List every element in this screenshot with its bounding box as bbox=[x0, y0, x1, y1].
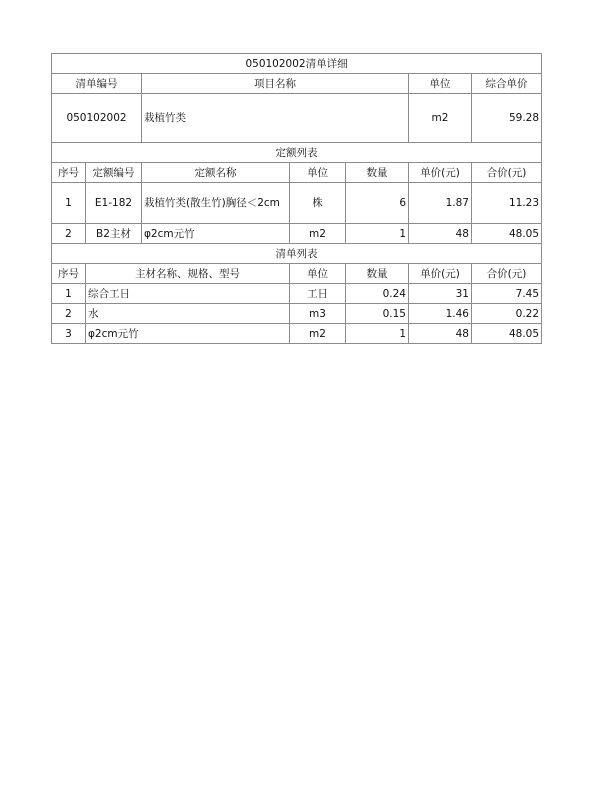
material-unit: 工日 bbox=[290, 284, 346, 304]
quota-name: 栽植竹类(散生竹)胸径＜2cm bbox=[142, 183, 290, 224]
materials-col-price: 单价(元) bbox=[409, 264, 472, 284]
quota-unit: m2 bbox=[290, 224, 346, 244]
quota-no: 2 bbox=[52, 224, 86, 244]
material-no: 2 bbox=[52, 304, 86, 324]
quota-qty: 6 bbox=[346, 183, 409, 224]
material-total: 7.45 bbox=[472, 284, 542, 304]
title-row bbox=[52, 54, 542, 74]
quota-name: φ2cm元竹 bbox=[142, 224, 290, 244]
materials-col-name: 主材名称、规格、型号 bbox=[86, 264, 290, 284]
item-unit: m2 bbox=[409, 94, 472, 143]
material-name: φ2cm元竹 bbox=[86, 324, 290, 344]
name-header: 项目名称 bbox=[142, 74, 409, 94]
quota-price: 48 bbox=[409, 224, 472, 244]
item-header-row bbox=[52, 74, 542, 94]
material-total: 48.05 bbox=[472, 324, 542, 344]
bill-detail-table bbox=[51, 53, 542, 344]
quota-section-row bbox=[52, 143, 542, 163]
quota-code: E1-182 bbox=[86, 183, 142, 224]
material-total: 0.22 bbox=[472, 304, 542, 324]
code-header: 清单编号 bbox=[52, 74, 142, 94]
material-qty: 1 bbox=[346, 324, 409, 344]
quota-total: 48.05 bbox=[472, 224, 542, 244]
quota-col-price: 单价(元) bbox=[409, 163, 472, 183]
item-row bbox=[52, 94, 542, 143]
material-price: 48 bbox=[409, 324, 472, 344]
material-qty: 0.15 bbox=[346, 304, 409, 324]
quota-header-row bbox=[52, 163, 542, 183]
item-name: 栽植竹类 bbox=[142, 94, 409, 143]
item-price: 59.28 bbox=[472, 94, 542, 143]
quota-col-code: 定额编号 bbox=[86, 163, 142, 183]
material-unit: m2 bbox=[290, 324, 346, 344]
material-price: 1.46 bbox=[409, 304, 472, 324]
material-row bbox=[52, 304, 542, 324]
materials-col-no: 序号 bbox=[52, 264, 86, 284]
material-no: 3 bbox=[52, 324, 86, 344]
quota-no: 1 bbox=[52, 183, 86, 224]
material-qty: 0.24 bbox=[346, 284, 409, 304]
quota-qty: 1 bbox=[346, 224, 409, 244]
quota-row bbox=[52, 224, 542, 244]
quota-total: 11.23 bbox=[472, 183, 542, 224]
quota-row bbox=[52, 183, 542, 224]
material-row bbox=[52, 324, 542, 344]
materials-section-title: 清单列表 bbox=[52, 244, 542, 264]
quota-col-qty: 数量 bbox=[346, 163, 409, 183]
material-unit: m3 bbox=[290, 304, 346, 324]
materials-col-qty: 数量 bbox=[346, 264, 409, 284]
quota-col-name: 定额名称 bbox=[142, 163, 290, 183]
materials-header-row bbox=[52, 264, 542, 284]
quota-col-total: 合价(元) bbox=[472, 163, 542, 183]
material-price: 31 bbox=[409, 284, 472, 304]
quota-price: 1.87 bbox=[409, 183, 472, 224]
quota-unit: 株 bbox=[290, 183, 346, 224]
materials-col-unit: 单位 bbox=[290, 264, 346, 284]
sheet-title: 050102002清单详细 bbox=[52, 54, 542, 74]
materials-col-total: 合价(元) bbox=[472, 264, 542, 284]
material-name: 水 bbox=[86, 304, 290, 324]
material-no: 1 bbox=[52, 284, 86, 304]
material-row bbox=[52, 284, 542, 304]
quota-section-title: 定额列表 bbox=[52, 143, 542, 163]
quota-col-no: 序号 bbox=[52, 163, 86, 183]
unit-header: 单位 bbox=[409, 74, 472, 94]
material-name: 综合工日 bbox=[86, 284, 290, 304]
quota-code: B2主材 bbox=[86, 224, 142, 244]
quota-col-unit: 单位 bbox=[290, 163, 346, 183]
item-code: 050102002 bbox=[52, 94, 142, 143]
price-header: 综合单价 bbox=[472, 74, 542, 94]
materials-section-row bbox=[52, 244, 542, 264]
